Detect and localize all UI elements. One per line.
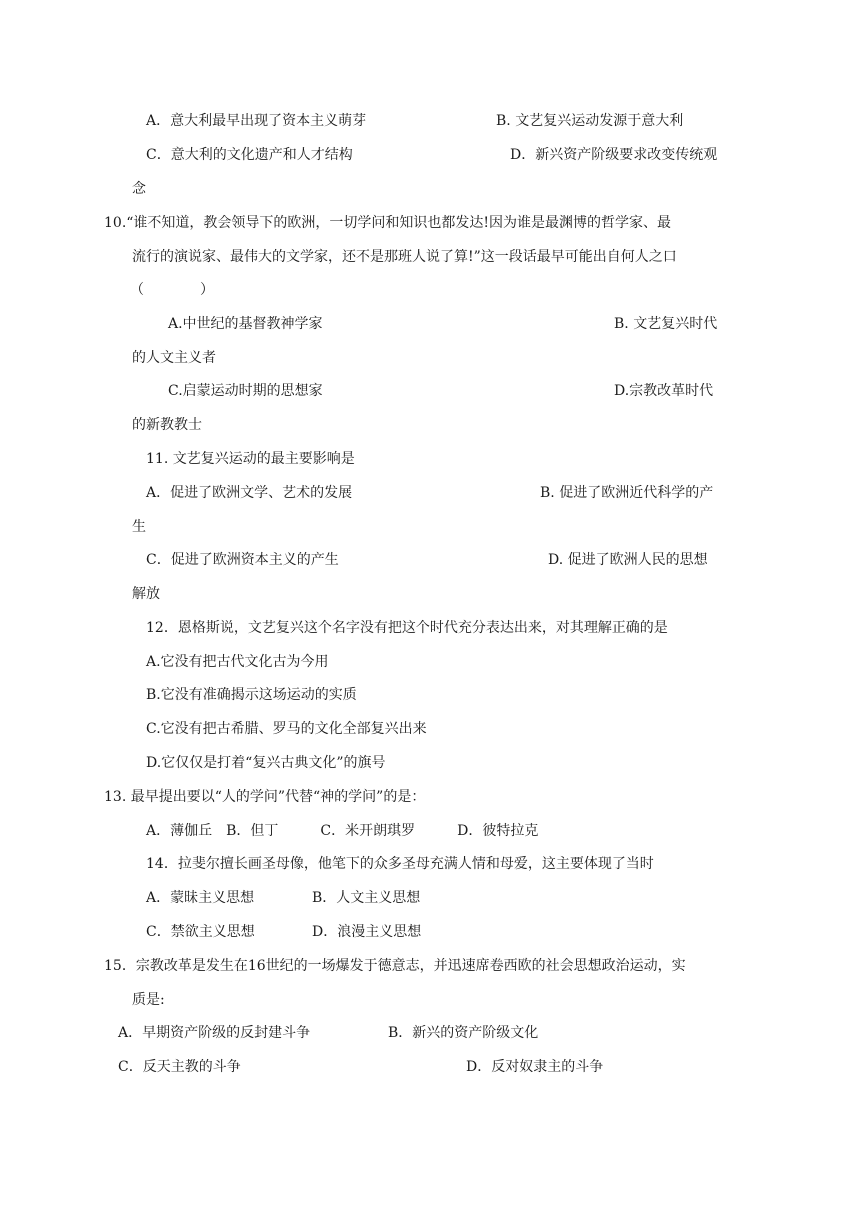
q11-option-a: A．促进了欧洲文学、艺术的发展 — [146, 485, 353, 501]
q14-option-a: A．蒙昧主义思想 — [146, 890, 255, 906]
q9-option-d-continued: 念 — [132, 181, 146, 197]
q9-option-d: D．新兴资产阶级要求改变传统观 — [510, 147, 718, 163]
q15-stem-line-1: 15．宗教改革是发生在16世纪的一场爆发于德意志，并迅速席卷西欧的社会思想政治运动，实 — [104, 958, 686, 974]
q10-option-d: D.宗教改革时代 — [614, 383, 714, 399]
q12-option-c: C.它没有把古希腊、罗马的文化全部复兴出来 — [146, 721, 427, 737]
q11-option-d: D. 促进了欧洲人民的思想 — [548, 552, 708, 568]
q9-option-c: C．意大利的文化遗产和人才结构 — [146, 147, 353, 163]
q12-option-d: D.它仅仅是打着“复兴古典文化”的旗号 — [146, 755, 386, 771]
q10-option-c: C.启蒙运动时期的思想家 — [168, 383, 323, 399]
q12-option-a: A.它没有把古代文化古为今用 — [146, 654, 329, 670]
q11-stem: 11. 文艺复兴运动的最主要影响是 — [146, 451, 355, 467]
q13-options: A．薄伽丘 B．但丁 C．米开朗琪罗 D．彼特拉克 — [146, 823, 539, 839]
q11-option-c: C．促进了欧洲资本主义的产生 — [146, 552, 339, 568]
q10-option-b: B. 文艺复兴时代 — [614, 316, 718, 332]
q10-stem-line-2: 流行的演说家、最伟大的文学家，还不是那班人说了算!”这一段话最早可能出自何人之口 — [132, 249, 677, 265]
q14-option-d: D．浪漫主义思想 — [312, 924, 422, 940]
q9-option-b: B. 文艺复兴运动发源于意大利 — [496, 113, 684, 129]
q9-option-a: A．意大利最早出现了资本主义萌芽 — [146, 113, 367, 129]
q11-option-d-continued: 解放 — [132, 586, 160, 602]
q14-option-b: B．人文主义思想 — [312, 890, 421, 906]
q15-option-d: D．反对奴隶主的斗争 — [466, 1059, 604, 1075]
q13-stem: 13. 最早提出要以“人的学问”代替“神的学问”的是： — [104, 789, 426, 805]
q10-answer-blank: （ ） — [130, 282, 214, 298]
q15-stem-line-2: 质是: — [132, 992, 165, 1008]
q15-option-b: B．新兴的资产阶级文化 — [388, 1025, 539, 1041]
q12-stem: 12．恩格斯说，文艺复兴这个名字没有把这个时代充分表达出来，对其理解正确的是 — [146, 620, 668, 636]
q11-option-b-continued: 生 — [132, 519, 146, 535]
q15-option-c: C．反天主教的斗争 — [118, 1059, 241, 1075]
q12-option-b: B.它没有准确揭示这场运动的实质 — [146, 687, 357, 703]
q15-option-a: A．早期资产阶级的反封建斗争 — [118, 1025, 311, 1041]
q10-option-b-continued: 的人文主义者 — [132, 350, 216, 366]
q14-stem: 14．拉斐尔擅长画圣母像，他笔下的众多圣母充满人情和母爱，这主要体现了当时 — [146, 856, 654, 872]
q10-option-d-continued: 的新教教士 — [132, 417, 202, 433]
q10-stem-line-1: 10.“谁不知道，教会领导下的欧洲，一切学问和知识也都发达!因为谁是最渊博的哲学家、最 — [104, 215, 672, 231]
q10-option-a: A.中世纪的基督教神学家 — [168, 316, 323, 332]
q11-option-b: B. 促进了欧洲近代科学的产 — [540, 485, 714, 501]
q14-option-c: C．禁欲主义思想 — [146, 924, 255, 940]
